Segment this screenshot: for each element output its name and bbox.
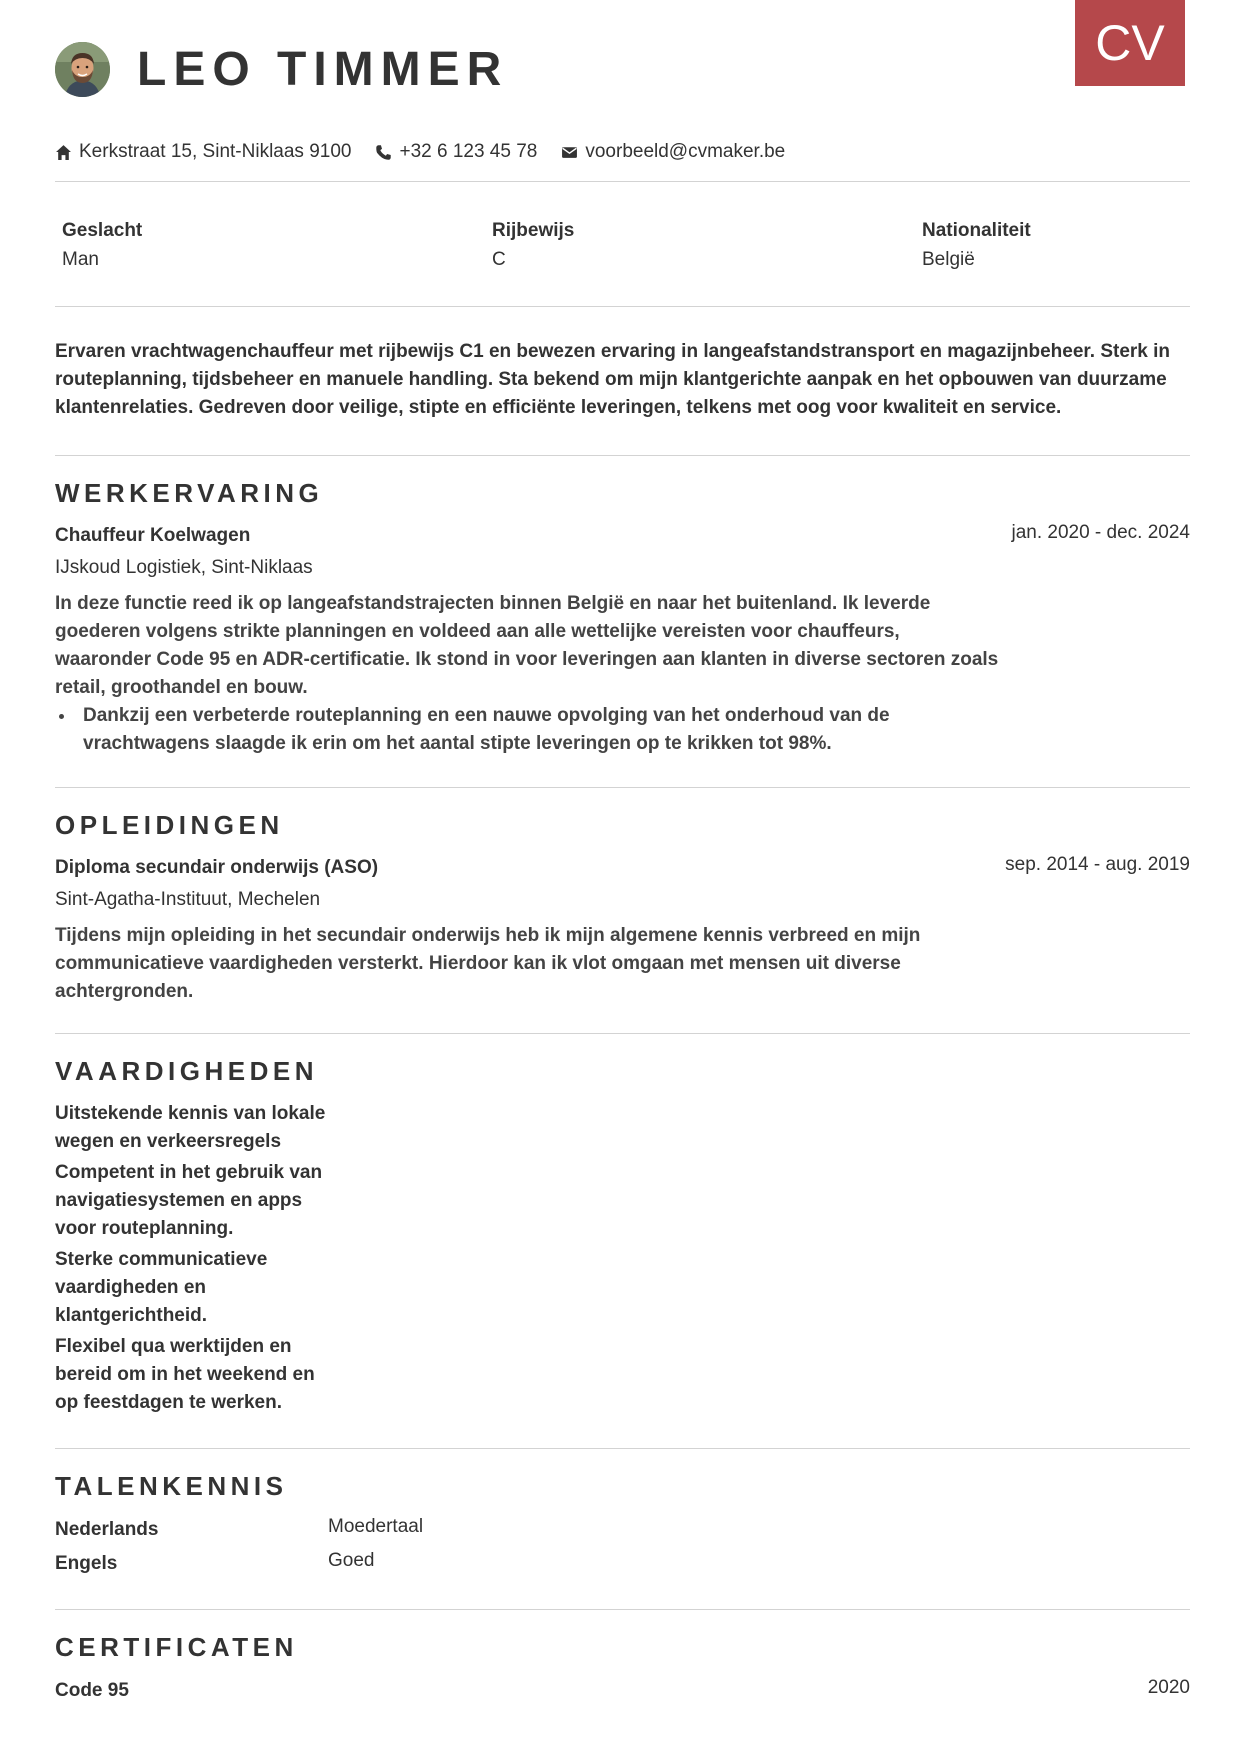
divider [55, 1033, 1190, 1034]
education-school: Sint-Agatha-Instituut, Mechelen [55, 889, 321, 910]
avatar [55, 42, 110, 97]
section-title-skills: VAARDIGHEDEN [55, 1056, 318, 1086]
info-value-gender: Man [62, 249, 99, 270]
list-item: Sterke communicatieve vaardigheden en klantgerichtheid. [55, 1249, 268, 1326]
job-description: In deze functie reed ik op langeafstandstrajecten binnen België en naar het buitenland. Ik leverde goederen volgens strikte planningen en voldeed aan alle wettelijke vereisten voor chauffeurs, waaronder Code 95 en ADR-certificatie. Ik stond in voor leveringen aan klanten in diverse sectoren zoals retail, groothandel en bouw. [55, 593, 999, 698]
divider [55, 455, 1190, 456]
education-description: Tijdens mijn opleiding in het secundair onderwijs heb ik mijn algemene kennis verbreed en mijn communicatieve vaardigheden versterkt. Hierdoor kan ik vlot omgaan met mensen uit diverse achtergronden. [55, 925, 921, 1002]
info-label-gender: Geslacht [62, 220, 143, 241]
job-title: Chauffeur Koelwagen [55, 525, 251, 546]
contact-address [55, 141, 351, 163]
list-item: Uitstekende kennis van lokale wegen en verkeersregels [55, 1103, 326, 1152]
address-text: Kerkstraat 15, Sint-Niklaas 9100 [79, 141, 352, 162]
contact-row [55, 137, 809, 167]
education-date: sep. 2014 - aug. 2019 [1005, 854, 1190, 875]
profile-summary: Ervaren vrachtwagenchauffeur met rijbewijs C1 en bewezen ervaring in langeafstandstransport en magazijnbeheer. Sterk in routeplanning, tijdsbeheer en manuele handling. Sta bekend om mijn klantgerichte aanpak en het opbouwen van duurzame klantenrelaties. Gedreven door veilige, stipte en efficiënte leveringen, telkens met oog voor kwaliteit en service. [55, 341, 1171, 418]
job-bullets [55, 702, 1000, 758]
section-title-certificates: CERTIFICATEN [55, 1632, 298, 1662]
list-item: Dankzij een verbeterde routeplanning en een nauwe opvolging van het onderhoud van de vrachtwagens slaagde ik erin om het aantal stipte leveringen op te krikken tot 98%. [55, 702, 1000, 758]
job-date: jan. 2020 - dec. 2024 [1011, 522, 1190, 543]
envelope-icon [561, 144, 578, 161]
job-company: IJskoud Logistiek, Sint-Niklaas [55, 557, 313, 578]
info-value-nationality: België [922, 249, 975, 270]
divider [55, 1448, 1190, 1449]
contact-phone [375, 141, 537, 163]
list-item: Flexibel qua werktijden en bereid om in het weekend en op feestdagen te werken. [55, 1336, 315, 1413]
language-name: Nederlands [55, 1519, 159, 1540]
divider [55, 787, 1190, 788]
divider [55, 1609, 1190, 1610]
info-label-license: Rijbewijs [492, 220, 575, 241]
email-text: voorbeeld@cvmaker.be [585, 141, 786, 162]
skills-list [55, 1100, 330, 1420]
language-name: Engels [55, 1553, 118, 1574]
section-title-languages: TALENKENNIS [55, 1471, 288, 1501]
divider [55, 306, 1190, 307]
phone-icon [375, 144, 392, 161]
candidate-name: LEO TIMMER [137, 43, 509, 96]
phone-text: +32 6 123 45 78 [399, 141, 538, 162]
list-item: Competent in het gebruik van navigatiesystemen en apps voor routeplanning. [55, 1162, 323, 1239]
divider [55, 181, 1190, 182]
info-label-nationality: Nationaliteit [922, 220, 1031, 241]
section-title-education: OPLEIDINGEN [55, 810, 284, 840]
certificate-year: 2020 [1147, 1677, 1190, 1698]
language-level: Goed [328, 1550, 375, 1571]
section-title-experience: WERKERVARING [55, 478, 324, 508]
home-icon [55, 144, 72, 161]
cv-badge: CV [1075, 0, 1185, 86]
contact-email [561, 141, 785, 163]
certificate-name: Code 95 [55, 1680, 129, 1701]
education-title: Diploma secundair onderwijs (ASO) [55, 857, 379, 878]
info-value-license: C [492, 249, 506, 270]
language-level: Moedertaal [328, 1516, 424, 1537]
avatar-photo [55, 42, 110, 97]
